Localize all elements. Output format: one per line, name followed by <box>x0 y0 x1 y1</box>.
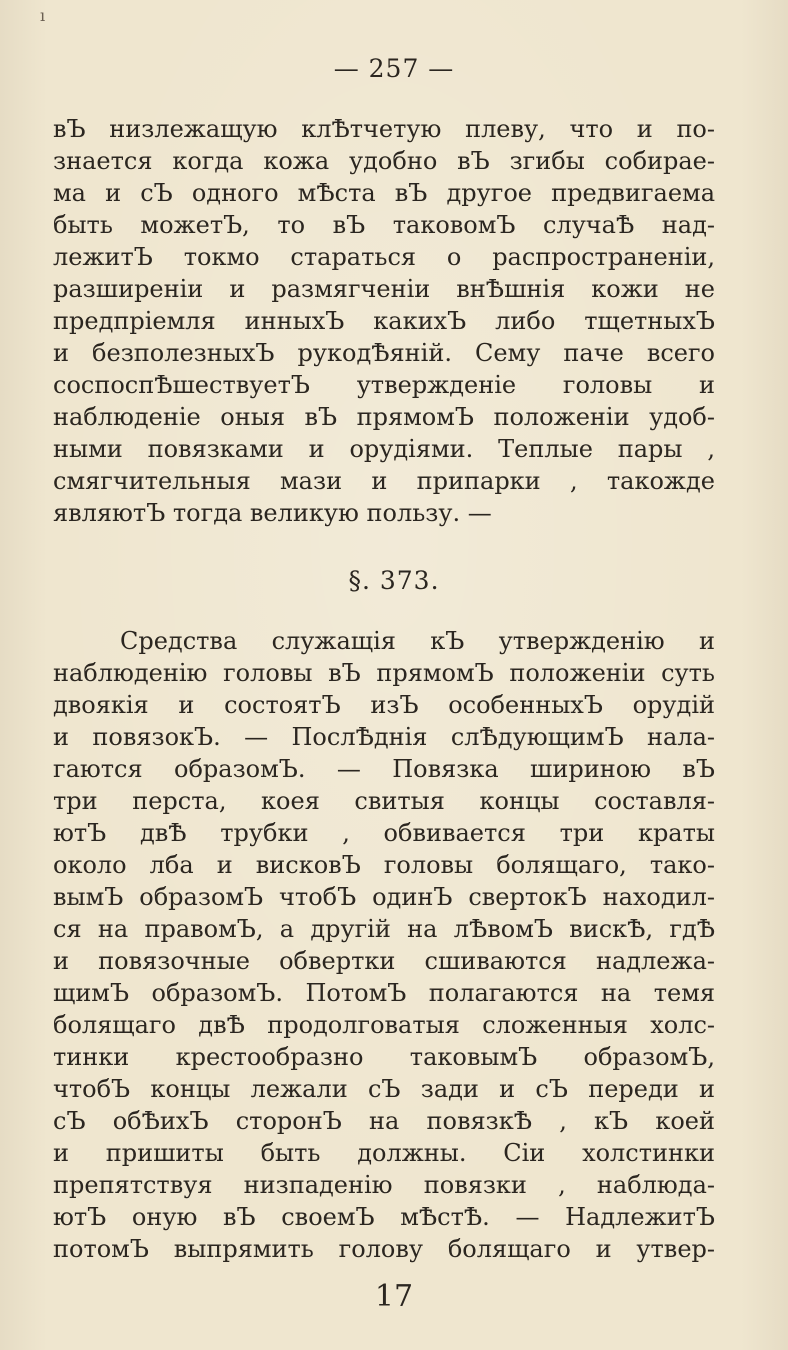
text-line: наблюденіе оныя вЪ прямомЪ положенiи удоб- <box>53 403 715 431</box>
margin-mark: ı <box>40 6 46 25</box>
text-line: соспоспѢшествуетЪ утвержденіе головы и <box>53 371 715 399</box>
text-line: тинки крестообразно таковымЪ образомЪ, <box>53 1043 715 1071</box>
text-line: Средства служащія кЪ утвержденію и <box>120 627 715 655</box>
text-line: щимЪ образомЪ. ПотомЪ полагаются на темя <box>53 979 715 1007</box>
text-line: знается когда кожа удобно вЪ згибы собирае- <box>53 147 715 175</box>
text-line: болящаго двѢ продолговатыя сложенныя холс- <box>53 1011 715 1039</box>
signature-mark: 17 <box>374 1279 414 1314</box>
section-heading: §. 373. <box>348 566 440 595</box>
text-line: ютЪ двѢ трубки , обвивается три краты <box>53 819 715 847</box>
text-line: ными повязками и орудіями. Теплые пары , <box>53 435 715 463</box>
text-line: три перста, коея свитыя концы составля- <box>53 787 715 815</box>
text-line: ма и сЪ одного мѢста вЪ другое предвигаема <box>53 179 715 207</box>
text-line: около лба и висковЪ головы болящаго, тако- <box>53 851 715 879</box>
text-line: лежитЪ токмо стараться о распространенiи, <box>53 243 715 271</box>
text-line: препятствуя низпаденію повязки , наблюда- <box>53 1171 715 1199</box>
text-line: гаются образомЪ. — Повязка шириною вЪ <box>53 755 715 783</box>
text-line: и повязочные обвертки сшиваются надлежа- <box>53 947 715 975</box>
text-line: наблюденію головы вЪ прямомЪ положенiи суть <box>53 659 715 687</box>
text-line: быть можетЪ, то вЪ таковомЪ случаѢ над- <box>53 211 715 239</box>
text-line: смягчительныя мази и припарки , такожде <box>53 467 715 495</box>
text-line: двоякія и состоятЪ изЪ особенныхЪ орудій <box>53 691 715 719</box>
text-line: сЪ обѢихЪ сторонЪ на повязкѢ , кЪ коей <box>53 1107 715 1135</box>
page-number: — 257 — <box>333 54 455 83</box>
text-line: и безполезныхЪ рукодѢяній. Сему паче всего <box>53 339 715 367</box>
text-line: и повязокЪ. — ПослѢднія слѢдующимЪ нала- <box>53 723 715 751</box>
text-line: чтобЪ концы лежали сЪ зади и сЪ переди и <box>53 1075 715 1103</box>
text-line: ся на правомЪ, а другій на лѢвомЪ вискѢ, гдѢ <box>53 915 715 943</box>
text-line: ютЪ оную вЪ своемЪ мѢстѢ. — НадлежитЪ <box>53 1203 715 1231</box>
text-line: и пришиты быть должны. Сiи холстинки <box>53 1139 715 1167</box>
text-line: потомЪ выпрямить голову болящаго и утвер- <box>53 1235 715 1263</box>
text-line: вымЪ образомЪ чтобЪ одинЪ свертокЪ находил- <box>53 883 715 911</box>
text-line: являютЪ тогда великую пользу. — <box>53 499 492 527</box>
text-line: вЪ низлежащую клѢтчетую плеву, что и по- <box>53 115 715 143</box>
text-line: разширенiи и размягченiи внѢшнія кожи не <box>53 275 715 303</box>
text-line: предпрiемля инныхЪ какихЪ либо тщетныхЪ <box>53 307 715 335</box>
